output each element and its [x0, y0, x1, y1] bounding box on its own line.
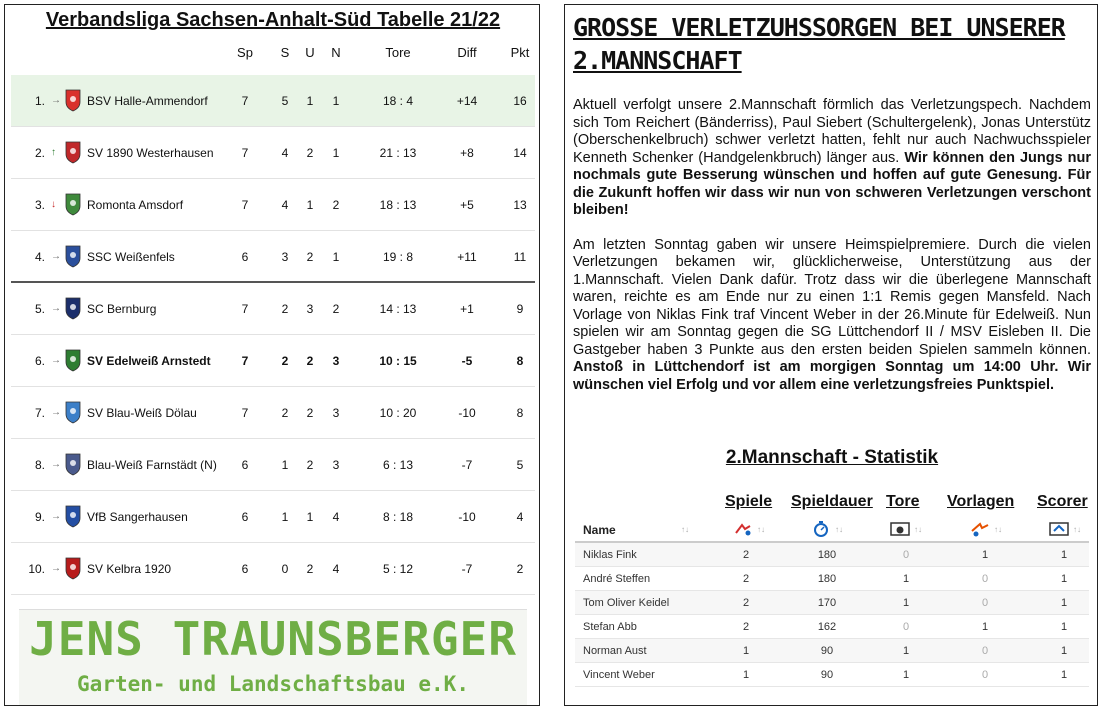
wins: 2 — [281, 354, 289, 368]
scorer-icon — [1049, 521, 1069, 537]
player-name: Tom Oliver Keidel — [583, 597, 670, 609]
goals: 14 : 13 — [379, 302, 417, 316]
stats-row — [575, 639, 1089, 663]
header-pkt: Pkt — [510, 45, 530, 60]
player-minutes: 170 — [817, 597, 837, 609]
losses: 4 — [332, 510, 340, 524]
sort-icon[interactable]: ↑↓ — [757, 525, 765, 534]
table-row — [11, 75, 535, 127]
stopwatch-icon — [811, 521, 831, 537]
games-played: 7 — [241, 146, 249, 160]
player-name: Vincent Weber — [583, 669, 655, 681]
games-played: 7 — [241, 94, 249, 108]
trend-arrow-icon: → — [51, 251, 61, 262]
goals: 18 : 13 — [379, 198, 417, 212]
stats-row — [575, 615, 1089, 639]
points: 4 — [516, 510, 524, 524]
goals: 21 : 13 — [379, 146, 417, 160]
sponsor-name: JENS TRAUNSBERGER — [29, 612, 517, 666]
goal-difference: +5 — [460, 198, 474, 212]
player-name: Norman Aust — [583, 645, 647, 657]
article-paragraph-1: Aktuell verfolgt unsere 2.Mannschaft förmlich das Verletzungspech. Nachdem sich Tom Reichert (Bänderriss), Paul Siebert (Schultergelenk), Jonas Unterstütz (Oberschenkelbruch) schwer verletzt hatten, fehlt nur auch Nachwuchsspieler Kenneth Schenker (Handgelenkbruch) länger aus. Wir können den Jungs nur nochmals gute Besserung wünschen und hoffen auf gute Genesung. Für die Zukunft hoffen wir dass wir nun von schweren Verletzungen verschont bleiben! — [573, 97, 1091, 218]
wins: 0 — [281, 562, 289, 576]
player-goals: 0 — [902, 621, 910, 633]
player-scorer: 1 — [1060, 597, 1068, 609]
player-goals: 1 — [902, 645, 910, 657]
team-name: Romonta Amsdorf — [87, 198, 184, 212]
losses: 1 — [332, 250, 340, 264]
goal-difference: +14 — [456, 94, 478, 108]
stats-row — [575, 591, 1089, 615]
goals: 19 : 8 — [382, 250, 414, 264]
article-body — [573, 97, 1091, 411]
team-name: SV Blau-Weiß Dölau — [87, 406, 197, 420]
player-assists: 0 — [981, 573, 989, 585]
player-goals: 1 — [902, 597, 910, 609]
team-name: SV Edelweiß Arnstedt — [87, 354, 211, 368]
player-goals: 0 — [902, 549, 910, 561]
stats-header-vorlagen: Vorlagen — [947, 493, 1015, 510]
rank: 7. — [34, 406, 45, 420]
losses: 2 — [332, 302, 340, 316]
stats-row — [575, 543, 1089, 567]
player-scorer: 1 — [1060, 645, 1068, 657]
stats-table — [575, 517, 1089, 687]
player-games: 1 — [742, 645, 750, 657]
player-minutes: 90 — [820, 645, 834, 657]
draws: 3 — [306, 302, 314, 316]
rank: 10. — [28, 562, 45, 576]
trend-arrow-icon: → — [51, 459, 61, 470]
wins: 1 — [281, 510, 289, 524]
trend-arrow-icon: ↑ — [51, 147, 56, 158]
goal-difference: -7 — [461, 458, 473, 472]
assist-icon — [970, 521, 990, 537]
table-row — [11, 179, 535, 231]
draws: 2 — [306, 250, 314, 264]
sort-icon[interactable]: ↑↓ — [681, 525, 689, 534]
player-scorer: 1 — [1060, 549, 1068, 561]
points: 14 — [513, 146, 527, 160]
games-played: 7 — [241, 354, 249, 368]
wins: 3 — [281, 250, 289, 264]
header-sp: Sp — [237, 45, 253, 60]
article-panel — [564, 4, 1098, 706]
losses: 2 — [332, 198, 340, 212]
wins: 2 — [281, 406, 289, 420]
draws: 1 — [306, 94, 314, 108]
goals: 6 : 13 — [382, 458, 414, 472]
points: 8 — [516, 354, 524, 368]
games-played: 6 — [241, 250, 249, 264]
goal-difference: -5 — [461, 354, 473, 368]
player-assists: 1 — [981, 621, 989, 633]
games-played: 7 — [241, 302, 249, 316]
losses: 1 — [332, 94, 340, 108]
table-row — [11, 127, 535, 179]
wins: 4 — [281, 146, 289, 160]
player-games: 2 — [742, 549, 750, 561]
team-name: BSV Halle-Ammendorf — [87, 94, 208, 108]
club-crest-icon — [65, 140, 81, 164]
wins: 4 — [281, 198, 289, 212]
draws: 2 — [306, 354, 314, 368]
games-played: 7 — [241, 198, 249, 212]
stats-title: 2.Mannschaft - Statistik — [725, 447, 939, 468]
stats-name-header[interactable]: Name — [583, 523, 616, 537]
team-name: SC Bernburg — [87, 302, 157, 316]
draws: 2 — [306, 146, 314, 160]
player-minutes: 180 — [817, 549, 837, 561]
goals: 5 : 12 — [382, 562, 414, 576]
wins: 5 — [281, 94, 289, 108]
club-crest-icon — [65, 192, 81, 216]
goals: 18 : 4 — [382, 94, 414, 108]
player-games: 2 — [742, 621, 750, 633]
rank: 4. — [34, 250, 45, 264]
league-table-panel — [4, 4, 540, 706]
league-table-header — [11, 45, 535, 67]
goal-difference: +11 — [457, 250, 477, 264]
club-crest-icon — [65, 452, 81, 476]
points: 13 — [513, 198, 527, 212]
player-minutes: 90 — [820, 669, 834, 681]
league-table-title: Verbandsliga Sachsen-Anhalt-Süd Tabelle 21/22 — [45, 9, 501, 31]
team-name: SV 1890 Westerhausen — [87, 146, 214, 160]
rank: 8. — [34, 458, 45, 472]
games-played: 6 — [241, 458, 249, 472]
player-assists: 0 — [981, 669, 989, 681]
sort-icon[interactable]: ↑↓ — [994, 525, 1002, 534]
goals: 10 : 15 — [379, 354, 417, 368]
player-assists: 1 — [981, 549, 989, 561]
games-played: 7 — [241, 406, 249, 420]
losses: 3 — [332, 354, 340, 368]
header-s: S — [280, 45, 290, 60]
club-crest-icon — [65, 504, 81, 528]
rank: 3. — [34, 198, 45, 212]
points: 9 — [516, 302, 524, 316]
losses: 1 — [332, 146, 340, 160]
player-games: 2 — [742, 597, 750, 609]
goal-difference: +8 — [460, 146, 474, 160]
club-crest-icon — [65, 400, 81, 424]
goal-icon — [890, 521, 910, 537]
club-crest-icon — [65, 244, 81, 268]
games-played: 6 — [241, 510, 249, 524]
losses: 3 — [332, 406, 340, 420]
points: 11 — [513, 250, 527, 264]
losses: 3 — [332, 458, 340, 472]
player-name: Niklas Fink — [583, 549, 637, 561]
stats-header-scorer: Scorer — [1037, 493, 1088, 510]
goal-difference: +1 — [460, 302, 474, 316]
losses: 4 — [332, 562, 340, 576]
player-minutes: 180 — [817, 573, 837, 585]
wins: 1 — [281, 458, 289, 472]
rank: 5. — [34, 302, 45, 316]
table-row — [11, 387, 535, 439]
goals: 10 : 20 — [379, 406, 417, 420]
draws: 2 — [306, 458, 314, 472]
trend-arrow-icon: → — [51, 303, 61, 314]
stats-row — [575, 567, 1089, 591]
draws: 1 — [306, 198, 314, 212]
draws: 1 — [306, 510, 314, 524]
stats-header-spiele: Spiele — [725, 493, 773, 510]
player-games: 1 — [742, 669, 750, 681]
header-n: N — [331, 45, 341, 60]
rank: 9. — [34, 510, 45, 524]
trend-arrow-icon: → — [51, 355, 61, 366]
header-diff: Diff — [457, 45, 477, 60]
points: 2 — [516, 562, 524, 576]
player-goals: 1 — [902, 669, 910, 681]
team-name: SSC Weißenfels — [87, 250, 175, 264]
rank: 1. — [34, 94, 45, 108]
sort-icon[interactable]: ↑↓ — [1073, 525, 1081, 534]
player-scorer: 1 — [1060, 669, 1068, 681]
trend-arrow-icon: → — [51, 95, 61, 106]
points: 16 — [513, 94, 527, 108]
club-crest-icon — [65, 88, 81, 112]
draws: 2 — [306, 406, 314, 420]
table-row — [11, 283, 535, 335]
stats-table-header — [575, 517, 1089, 543]
player-assists: 0 — [981, 645, 989, 657]
article-paragraph-2: Am letzten Sonntag gaben wir unsere Heimspielpremiere. Durch die vielen Verletzungen bekamen wir, glücklicherweise, Unterstützung aus der 1.Mannschaft. Vielen Dank dafür. Trotz dass wir die überlegene Mannschaft waren, reichte es am Ende nur zu einen 1:1 Remis gegen Mansfeld. Nach Vorlage von Niklas Fink traf Vincent Weber in der 26.Minute für Edelweiß. Nun spielen wir am Sonntag gegen die SG Lüttchendorf II / MSV Eisleben II. Die Gastgeber haben 3 Punkte aus den ersten beiden Spielen sammeln können. Anstoß in Lüttchendorf ist am morgigen Sonntag um 14:00 Uhr. Wir wünschen viel Erfolg und vor allem eine verletzungsfreies Punktspiel. — [573, 236, 1091, 393]
stats-header-spieldauer: Spieldauer — [791, 493, 873, 510]
player-minutes: 162 — [817, 621, 837, 633]
stats-table-body — [575, 543, 1089, 687]
stats-row — [575, 663, 1089, 687]
sort-icon[interactable]: ↑↓ — [914, 525, 922, 534]
player-name: André Steffen — [583, 573, 651, 585]
points: 8 — [516, 406, 524, 420]
draws: 2 — [306, 562, 314, 576]
wins: 2 — [281, 302, 289, 316]
table-row — [11, 543, 535, 595]
table-row — [11, 491, 535, 543]
player-scorer: 1 — [1060, 621, 1068, 633]
goal-difference: -10 — [458, 406, 476, 420]
player-games: 2 — [742, 573, 750, 585]
team-name: SV Kelbra 1920 — [87, 562, 172, 576]
player-goals: 1 — [902, 573, 910, 585]
article-paragraph-2-bold: Anstoß in Lüttchendorf ist am morgigen Sonntag um 14:00 Uhr. Wir wünschen viel Erfolg und vor allem eine verletzungsfreies Punktspiel. — [573, 359, 1091, 393]
trend-arrow-icon: → — [51, 563, 61, 574]
team-name: Blau-Weiß Farnstädt (N) — [87, 458, 217, 472]
goal-difference: -7 — [461, 562, 473, 576]
points: 5 — [516, 458, 524, 472]
article-title: GROSSE VERLETZUHSSORGEN BEI UNSERER 2.MANNSCHAFT — [573, 13, 1065, 75]
player-assists: 0 — [981, 597, 989, 609]
club-crest-icon — [65, 556, 81, 580]
table-row — [11, 439, 535, 491]
trend-arrow-icon: → — [51, 511, 61, 522]
player-scorer: 1 — [1060, 573, 1068, 585]
sponsor-banner — [19, 609, 527, 705]
player-name: Stefan Abb — [583, 621, 637, 633]
header-u: U — [305, 45, 315, 60]
stats-header-tore: Tore — [886, 493, 920, 510]
goals: 8 : 18 — [382, 510, 414, 524]
club-crest-icon — [65, 348, 81, 372]
stats-column-headers — [565, 493, 1098, 515]
header-tore: Tore — [385, 45, 411, 60]
games-played: 6 — [241, 562, 249, 576]
trend-arrow-icon: ↓ — [51, 199, 56, 210]
trend-arrow-icon: → — [51, 407, 61, 418]
team-name: VfB Sangerhausen — [87, 510, 188, 524]
article-paragraph-1-bold: Wir können den Jungs nur nochmals gute Besserung wünschen und hoffen auf gute Genesung. Für die Zukunft hoffen wir dass wir nun von schweren Verletzungen verschont bleiben! — [573, 149, 1091, 218]
sort-icon[interactable]: ↑↓ — [835, 525, 843, 534]
table-row — [11, 335, 535, 387]
league-table-body — [11, 75, 535, 595]
club-crest-icon — [65, 296, 81, 320]
sponsor-subtitle: Garten- und Landschaftsbau e.K. — [77, 672, 469, 696]
rank: 6. — [34, 354, 45, 368]
table-row — [11, 231, 535, 283]
goal-difference: -10 — [458, 510, 476, 524]
kick-icon — [733, 521, 753, 537]
rank: 2. — [34, 146, 45, 160]
